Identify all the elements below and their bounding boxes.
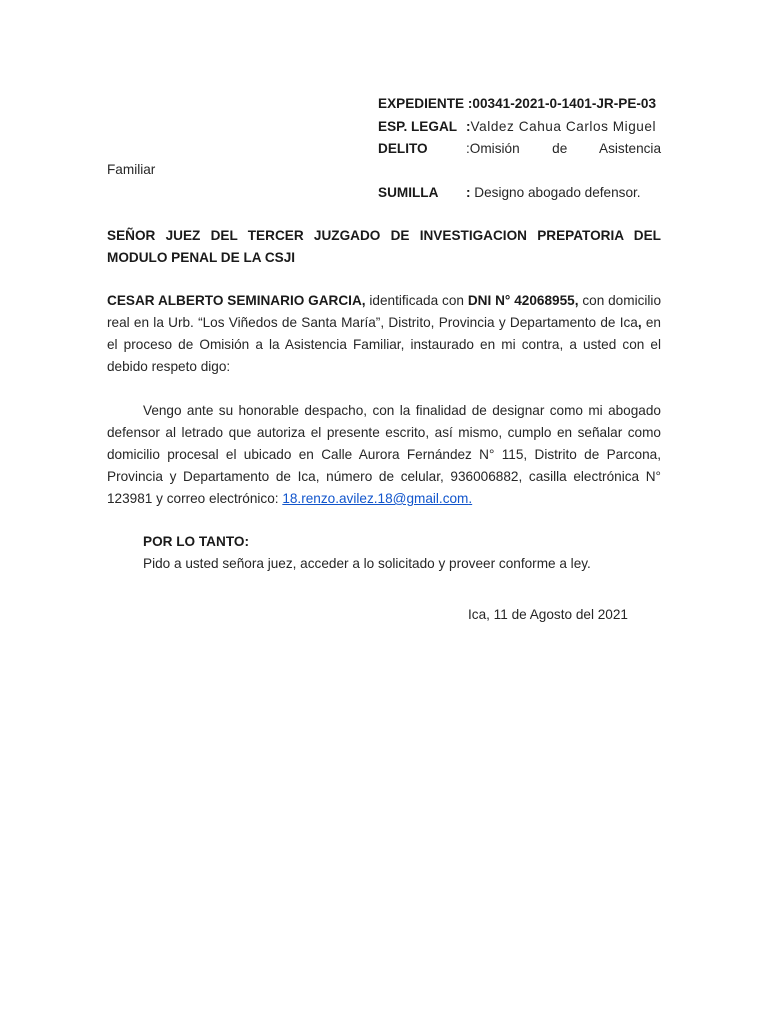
expediente-row bbox=[378, 93, 661, 115]
esp-legal-value: Valdez Cahua Carlos Miguel bbox=[470, 119, 657, 134]
email-link-tail[interactable]: . bbox=[468, 491, 473, 506]
delito-value-1: :Omisión bbox=[466, 141, 520, 156]
closing-text: Pido a usted señora juez, acceder a lo solicitado y proveer conforme a ley. bbox=[143, 556, 591, 571]
expediente-value: 00341-2021-0-1401-JR-PE-03 bbox=[472, 96, 657, 111]
delito-label: DELITO bbox=[378, 141, 428, 156]
sumilla-label: SUMILLA bbox=[378, 185, 439, 200]
intro-text-1: identificada con bbox=[365, 293, 468, 308]
sumilla-value: Designo abogado defensor. bbox=[470, 185, 641, 200]
delito-value-wrap: Familiar bbox=[107, 162, 156, 177]
intro-comma: , bbox=[637, 315, 642, 330]
delito-row bbox=[378, 138, 661, 160]
petitioner-name: CESAR ALBERTO SEMINARIO GARCIA, bbox=[107, 293, 366, 308]
esp-legal-colon: : bbox=[466, 119, 471, 134]
body-paragraph bbox=[107, 400, 661, 510]
addressee: SEÑOR JUEZ DEL TERCER JUZGADO DE INVESTIGACION PREPATORIA DEL MODULO PENAL DE LA CSJI bbox=[107, 228, 661, 265]
expediente-label: EXPEDIENTE : bbox=[378, 96, 473, 111]
esp-legal-row bbox=[378, 116, 661, 138]
intro-text-3: en el proceso de Omisión a la Asistencia Familiar, instaurado en mi contra, a usted con el debido respeto digo: bbox=[107, 315, 661, 374]
intro-text-2: con domicilio real en la Urb. “Los Viñedos de Santa María”, Distrito, Provincia y Departamento de Ica bbox=[107, 293, 662, 330]
body-text: Vengo ante su honorable despacho, con la finalidad de designar como mi abogado defensor al letrado que autoriza el presente escrito, así mismo, cumplo en señalar como domicilio procesal el ubicado en Calle Aurora Fernández N° 115, Distrito de Parcona, Provincia y Departamento de Ica, número de celular, 936006882, casilla electrónica N° 123981 y correo electrónico: bbox=[107, 403, 661, 506]
sumilla-row bbox=[378, 182, 661, 204]
delito-value-2: de bbox=[552, 141, 568, 156]
intro-paragraph bbox=[107, 290, 661, 378]
email-link[interactable]: 18.renzo.avilez.18@gmail.com bbox=[282, 491, 469, 506]
esp-legal-label: ESP. LEGAL bbox=[378, 119, 458, 134]
date-line: Ica, 11 de Agosto del 2021 bbox=[468, 607, 628, 622]
dni: DNI N° 42068955, bbox=[467, 293, 579, 308]
closing-heading: POR LO TANTO: bbox=[143, 534, 249, 549]
delito-value-3: Asistencia bbox=[599, 141, 662, 156]
sumilla-colon: : bbox=[466, 185, 471, 200]
